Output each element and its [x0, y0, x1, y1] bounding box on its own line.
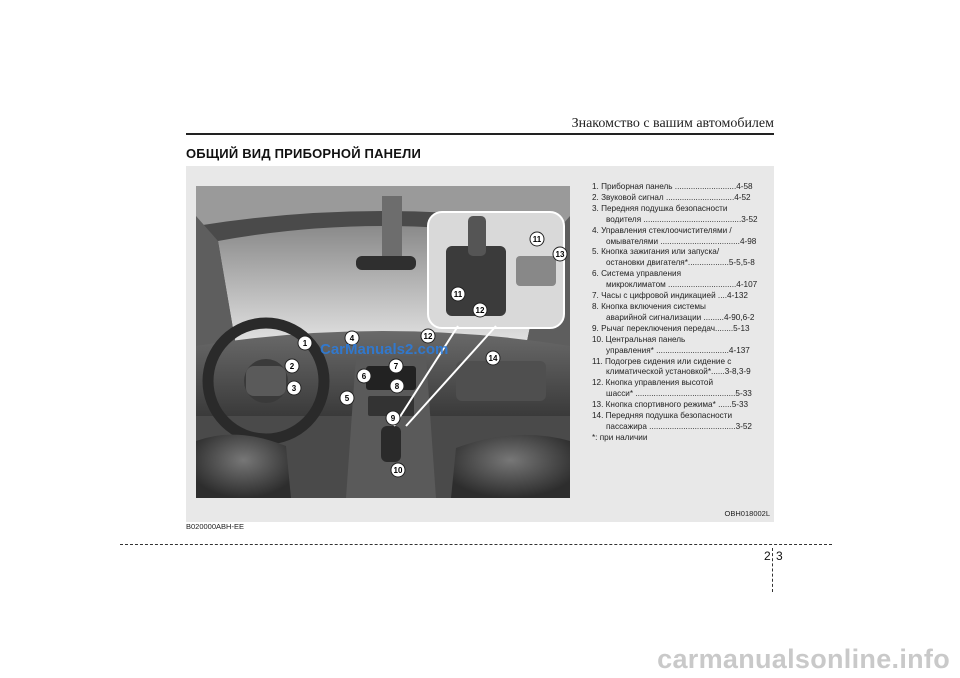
reference-code: B020000ABH-EE: [186, 522, 244, 531]
callout-3: [287, 381, 301, 395]
callout-11b-text: 11: [453, 290, 463, 299]
callout-14-text: 14: [488, 354, 498, 363]
callout-2: [285, 359, 299, 373]
callout-12-text: 12: [475, 306, 485, 315]
callout-12b-text: 12: [423, 332, 433, 341]
legend-item: 2. Звуковой сигнал ..............................4-52: [592, 192, 751, 202]
callout-11: [530, 232, 544, 246]
dashboard-illustration: [196, 186, 570, 498]
callout-9-text: 9: [390, 414, 396, 423]
callout-10: [391, 463, 405, 477]
chapter-number: 2: [764, 549, 771, 563]
callout-9: [386, 411, 400, 425]
legend-item: 14. Передняя подушка безопасности пассажира ......................................3-52: [592, 411, 752, 431]
image-code: OBH018002L: [724, 509, 770, 518]
section-title: ОБЩИЙ ВИД ПРИБОРНОЙ ПАНЕЛИ: [186, 146, 422, 161]
callout-7-text: 7: [393, 362, 399, 371]
callout-1-text: 1: [302, 339, 308, 348]
callout-11-text: 11: [532, 235, 542, 244]
header-rule: [186, 133, 774, 135]
callout-1: [298, 336, 312, 350]
callout-3-text: 3: [291, 384, 297, 393]
legend-item: 8. Кнопка включения системы аварийной сигнализации .........4-90,6-2: [592, 301, 755, 322]
callout-4-text: 4: [349, 334, 355, 343]
legend-list: [592, 182, 772, 444]
footer-dashed-rule: [120, 544, 832, 545]
legend-item: 10. Центральная панель управления* ................................4-137: [592, 334, 750, 355]
callout-5: [340, 391, 354, 405]
callout-8-text: 8: [394, 382, 400, 391]
legend-item: 4. Управления стеклоочистителями / омывателями ...................................4-98: [592, 225, 757, 246]
legend-item: 5. Кнопка зажигания или запуска/ остановки двигателя*..................5-5,5-8: [592, 247, 755, 268]
legend-item: 7. Часы с цифровой индикацией ....4-132: [592, 291, 748, 301]
legend-item: 12. Кнопка управления высотой шасси* ............................................5-33: [592, 378, 752, 399]
callout-12: [473, 303, 487, 317]
callout-14: [486, 351, 500, 365]
legend-item: 11. Подогрев сидения или сидение с климатической установкой*......3-8,3-9: [592, 356, 751, 377]
site-watermark: carmanualsonline.info: [657, 644, 950, 674]
overlay-watermark: CarManuals2.com: [320, 341, 449, 358]
legend-item: 3. Передняя подушка безопасности водителя ...........................................3-52: [592, 203, 758, 224]
callout-6: [357, 369, 371, 383]
legend-item: 1. Приборная панель ...........................4-58: [592, 182, 753, 191]
page-divider: [772, 548, 773, 592]
callout-7: [389, 359, 403, 373]
callout-13: [553, 247, 567, 261]
callout-13-text: 13: [555, 250, 565, 259]
callout-11b: [451, 287, 465, 301]
callout-2-text: 2: [289, 362, 295, 371]
legend-item: 6. Система управления микроклиматом ..............................4-107: [592, 269, 758, 290]
legend-footnote: *: при наличии: [592, 432, 648, 442]
callout-8: [390, 379, 404, 393]
legend-item: 9. Рычаг переключения передач........5-13: [592, 323, 750, 333]
page-number: 3: [776, 549, 783, 563]
legend-item: 13. Кнопка спортивного режима* ......5-33: [592, 400, 749, 410]
callout-6-text: 6: [361, 372, 367, 381]
chapter-title: Знакомство с вашим автомобилем: [571, 116, 774, 131]
callout-5-text: 5: [344, 394, 350, 403]
callout-10-text: 10: [393, 466, 403, 475]
